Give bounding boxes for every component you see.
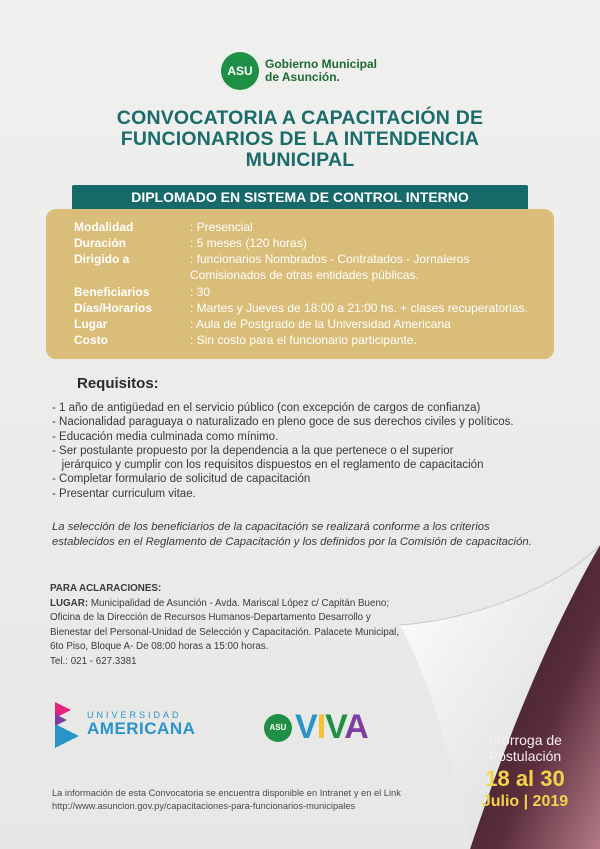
requirements-title: Requisitos:	[77, 375, 159, 392]
requirement-item: - Nacionalidad paraguaya o naturalizado en pleno goce de sus derechos civiles y políticos.	[52, 416, 514, 429]
detail-key: Duración	[74, 236, 127, 250]
detail-value: : 30	[190, 285, 211, 299]
selection-note: La selección de los beneficiarios de la capacitación se realizará conforme a los criterios establecidos en el Reglamento de Capacitación y los definidos por la Comisión de capacitación.	[52, 521, 532, 548]
detail-key: Lugar	[74, 317, 108, 331]
viva-letter: V	[295, 708, 317, 746]
detail-value: Comisionados de otras entidades públicas.	[190, 268, 419, 282]
requirement-item: - Completar formulario de solicitud de capacitación	[52, 473, 311, 486]
detail-value: : Martes y Jueves de 18:00 a 21:00 hs. + clases recuperatorias.	[190, 301, 528, 315]
detail-value: : Presencial	[190, 220, 253, 234]
detail-key: Modalidad	[74, 220, 134, 234]
title-line1: CONVOCATORIA A CAPACITACIÓN DE	[116, 107, 484, 129]
lugar-text: Municipalidad de Asunción - Avda. Mariscal López c/ Capitán Bueno; Oficina de la Dirección de Recursos Humanos-Departamento Desarrollo y Bienestar del Personal-Unidad de Selección y Capacitación. Palacete Municipal, 6to Piso, Bloque A- De 08:00 horas a 15:00 horas.	[50, 597, 400, 653]
viva-letter: I	[316, 708, 326, 746]
prorroga-line1: Prórroga de	[488, 732, 562, 748]
detail-key: Días/Horarios	[74, 301, 153, 315]
requirement-item: - Ser postulante propuesto por la dependencia a la que pertenece o el superior	[52, 444, 454, 457]
title-line2: FUNCIONARIOS DE LA INTENDENCIA	[120, 128, 480, 150]
requirement-item: jerárquico y cumplir con los requisitos dispuestos en el reglamento de capacitación	[52, 459, 484, 472]
prorroga-line2: Postulación	[488, 748, 562, 764]
requirement-item: - 1 año de antigüedad en el servicio público (con excepción de cargos de confianza)	[52, 402, 481, 414]
footer-info: La información de esta Convocatoria se encuentra disponible en Intranet y en el Link http://www.asuncion.gov.py/capacitaciones-para-funcionarios-municipales	[52, 788, 401, 811]
logo-line2: de Asunción.	[265, 70, 340, 84]
viva-letter: V	[325, 708, 345, 746]
viva-letter: A	[344, 708, 368, 746]
prorroga-month: Julio | 2019	[481, 793, 569, 810]
phone-text: Tel.: 021 - 627.3381	[50, 655, 137, 667]
detail-value: : Aula de Postgrado de la Universidad Americana	[190, 317, 451, 331]
requirement-item: - Educación media culminada como mínimo.	[52, 430, 279, 443]
ua-big-text: AMERICANA	[87, 719, 196, 738]
lugar-label: LUGAR:	[50, 597, 89, 609]
requirement-item: - Presentar curriculum vitae.	[52, 487, 196, 500]
detail-key: Beneficiarios	[74, 285, 150, 299]
ua-small-text: UNIVERSIDAD	[87, 710, 182, 720]
logo-line1: Gobierno Municipal	[265, 57, 378, 71]
asu-viva-badge-icon: ASU	[264, 714, 292, 742]
detail-value: : funcionarios Nombrados - Contratados - Jornaleros	[190, 252, 470, 266]
detail-value: : 5 meses (120 horas)	[190, 236, 307, 250]
detail-key: Dirigido a	[74, 252, 130, 266]
deadline-extension	[470, 732, 580, 812]
detail-key: Costo	[74, 333, 108, 347]
detail-value: : Sin costo para el funcionario participante.	[190, 333, 417, 347]
prorroga-dates: 18 al 30	[485, 766, 565, 791]
contact-heading: PARA ACLARACIONES:	[50, 583, 162, 594]
asu-badge-icon: ASU	[221, 52, 259, 90]
title-line3: MUNICIPAL	[245, 149, 355, 171]
program-banner: DIPLOMADO EN SISTEMA DE CONTROL INTERNO	[72, 185, 528, 209]
